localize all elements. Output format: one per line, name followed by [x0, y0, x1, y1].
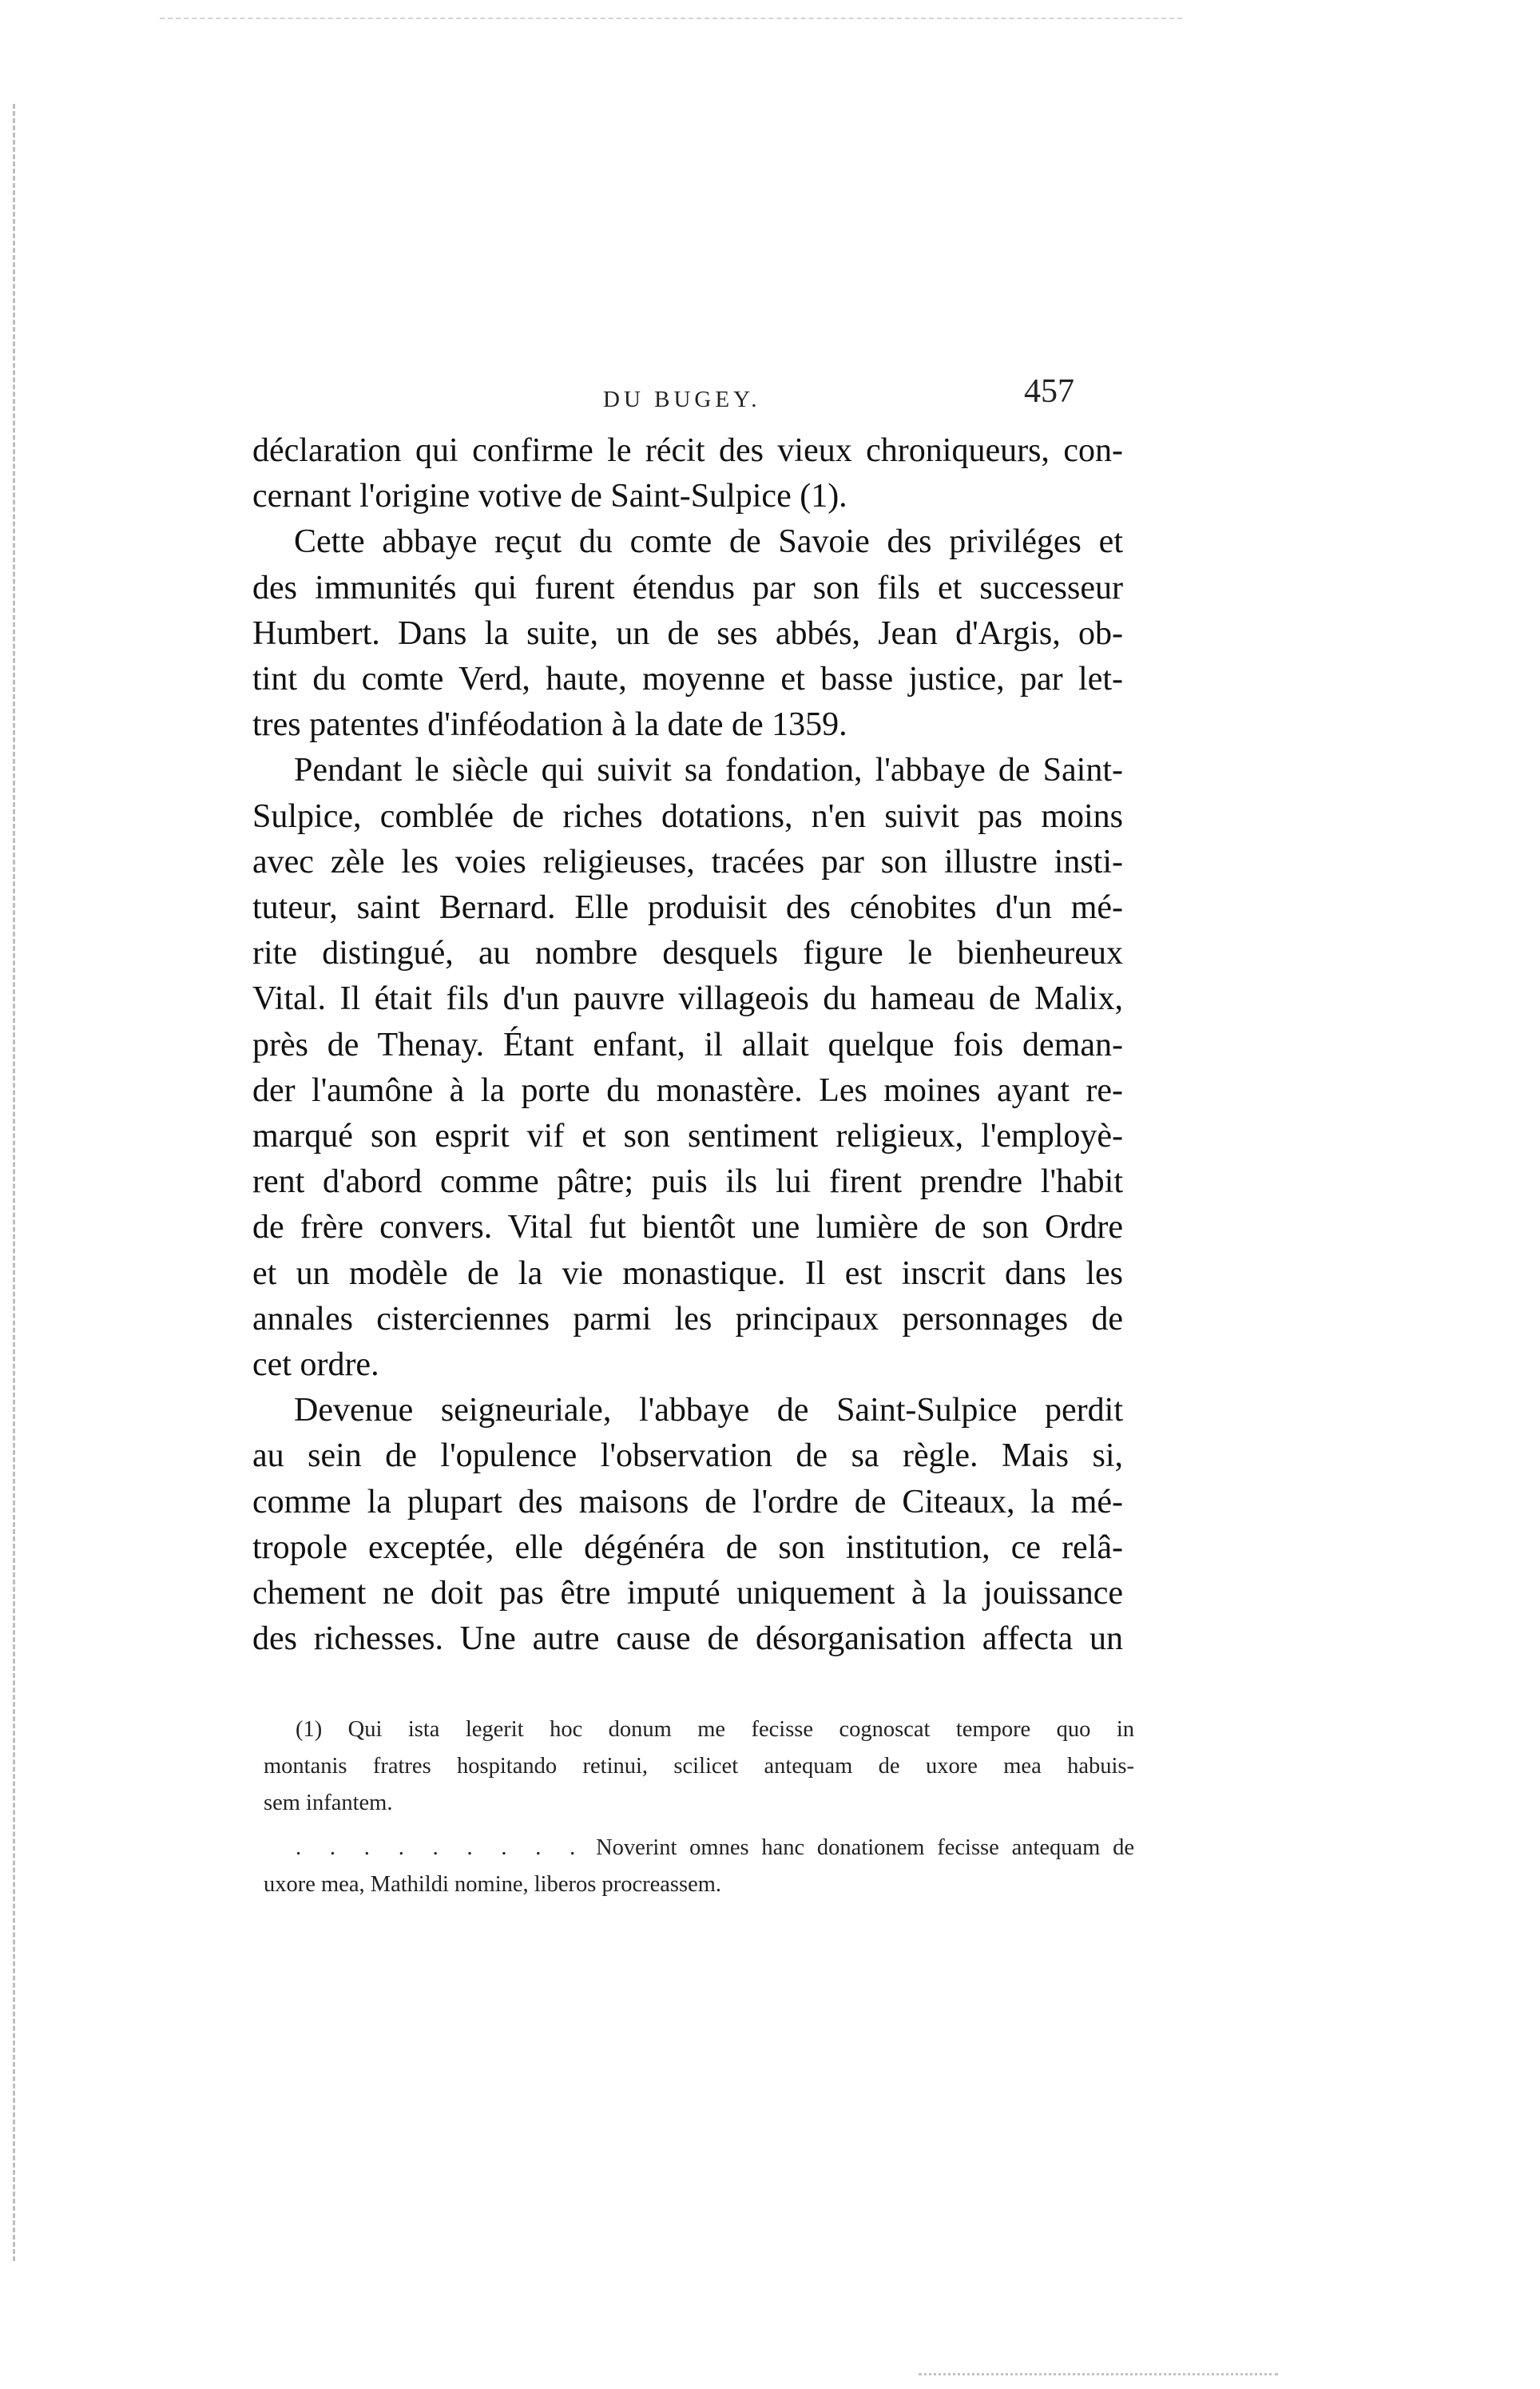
footnote-line: montanis fratres hospitando retinui, scilicet antequam de uxore mea habuis- [264, 1754, 1134, 1779]
text-line: de frère convers. Vital fut bientôt une lumière de son Ordre [252, 1209, 1123, 1246]
text-line: près de Thenay. Étant enfant, il allait quelque fois deman- [252, 1026, 1123, 1063]
footnote-line: uxore mea, Mathildi nomine, liberos procreassem. [264, 1872, 722, 1897]
footnote-line [264, 1830, 1134, 1866]
text-line: tropole exceptée, elle dégénéra de son institution, ce relâ- [252, 1528, 1123, 1566]
text-line: Pendant le siècle qui suivit sa fondation, l'abbaye de Saint- [294, 752, 1123, 789]
footnote [264, 1711, 1134, 1822]
text-line: annales cisterciennes parmi les principaux personnages de [252, 1300, 1123, 1338]
footnotes [264, 1711, 1134, 1911]
ellipsis-dots: . . . . . . . . . [296, 1835, 584, 1860]
paragraph [252, 519, 1123, 565]
text-line: déclaration qui confirme le récit des vieux chroniqueurs, con- [252, 432, 1123, 469]
page-number: 457 [1024, 373, 1074, 410]
paragraph [252, 748, 1123, 793]
text-line: chement ne doit pas être imputé uniquement à la jouissance [252, 1575, 1123, 1612]
paragraph [252, 566, 1123, 749]
running-head: DU BUGEY. [603, 387, 761, 412]
text-line: Vital. Il était fils d'un pauvre villageois du hameau de Malix, [252, 980, 1123, 1018]
text-line: comme la plupart des maisons de l'ordre de Citeaux, la mé- [252, 1483, 1123, 1520]
scan-left-edge-mark [13, 104, 15, 2261]
text-line: cet ordre. [252, 1346, 379, 1384]
text-line: Cette abbaye reçut du comte de Savoie des priviléges et [294, 523, 1123, 561]
footnote-line: (1) Qui ista legerit hoc donum me fecisse cognoscat tempore quo in [296, 1717, 1134, 1742]
text-line: rite distingué, au nombre desquels figure le bienheureux [252, 935, 1123, 972]
footnote-line: sem infantem. [264, 1791, 393, 1815]
paragraph [252, 1433, 1123, 1662]
text-line: marqué son esprit vif et son sentiment religieux, l'employè- [252, 1118, 1123, 1155]
paragraph [252, 794, 1123, 1389]
text-line: tuteur, saint Bernard. Elle produisit des cénobites d'un mé- [252, 889, 1123, 927]
text-line: rent d'abord comme pâtre; puis ils lui firent prendre l'habit [252, 1163, 1123, 1201]
text-line: cernant l'origine votive de Saint-Sulpice (1). [252, 478, 847, 515]
scan-top-edge-mark [160, 18, 1182, 19]
paragraph [252, 1388, 1123, 1433]
text-line: der l'aumône à la porte du monastère. Les moines ayant re- [252, 1071, 1123, 1109]
text-line: avec zèle les voies religieuses, tracées par son illustre insti- [252, 843, 1123, 880]
text-line: Humbert. Dans la suite, un de ses abbés, Jean d'Argis, ob- [252, 614, 1123, 652]
text-line: des immunités qui furent étendus par son fils et successeur [252, 569, 1123, 606]
text-line: des richesses. Une autre cause de désorganisation affecta un [252, 1620, 1123, 1658]
text-line: tres patentes d'inféodation à la date de 1359. [252, 706, 847, 744]
paragraph [252, 428, 1123, 519]
text-line: Sulpice, comblée de riches dotations, n'en suivit pas moins [252, 797, 1123, 835]
text-line: et un modèle de la vie monastique. Il est inscrit dans les [252, 1254, 1123, 1292]
scan-bottom-edge-mark [919, 2373, 1278, 2375]
body-text [252, 428, 1123, 1662]
footnote [264, 1830, 1134, 1903]
text-line: tint du comte Verd, haute, moyenne et basse justice, par let- [252, 661, 1123, 698]
footnote-text: Noverint omnes hanc donationem fecisse antequam de [596, 1835, 1135, 1860]
text-line: Devenue seigneuriale, l'abbaye de Saint-Sulpice perdit [294, 1392, 1123, 1429]
text-line: au sein de l'opulence l'observation de sa règle. Mais si, [252, 1437, 1123, 1475]
